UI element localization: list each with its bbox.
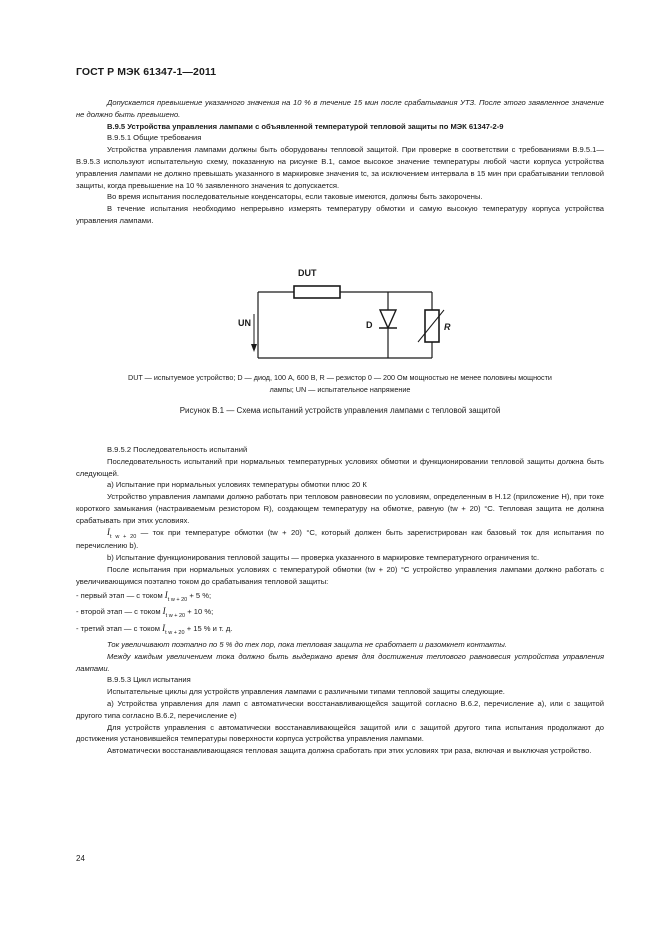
list-item: a) Испытание при нормальных условиях температуры обмотки плюс 20 К	[107, 480, 367, 490]
paragraph: Последовательность испытаний при нормальных температурных условиях обмотки и функционировании тепловой защиты должна быть следующей.	[76, 456, 604, 478]
un-arrow-head	[251, 344, 257, 352]
subsection-heading: B.9.5.3 Цикл испытания	[107, 675, 191, 685]
figure-legend	[76, 372, 604, 396]
paragraph: Автоматически восстанавливающаяся тепловая защита должна сработать при этих условиях три раза, включая и выключая устройство.	[107, 746, 592, 756]
math-current-symbol: I	[162, 623, 166, 634]
list-item: b) Испытание функционирования тепловой защиты — проверка указанного в маркировке температурного ограничения tc.	[107, 553, 540, 563]
math-subscript: t w + 20	[110, 533, 137, 540]
legend-line: лампы; UN — испытательное напряжение	[269, 385, 411, 394]
step-item	[76, 606, 604, 620]
paragraph: После испытания при нормальных условиях с температурой обмотки (tw + 20) °С устройство управления лампами должно работать с увеличивающимся поэтапно током до срабатывания тепловой защиты:	[76, 564, 604, 586]
step-label: - третий этап — с током	[76, 624, 161, 634]
math-current-symbol: I	[164, 589, 168, 600]
step-value: + 15 % и т. д.	[186, 624, 233, 634]
label-d: D	[366, 320, 373, 330]
paragraph: Устройство управления лампами должно работать при тепловом равновесии по условиям, определенным в H.12 (приложение H), при токе короткого замыкания (настраиваемым резистором R), создающем температуру на обмотке, равную (tw + 20) °С. Тепловая защита не должна срабатывать при этих условиях.	[76, 492, 604, 525]
math-current-symbol: I	[162, 606, 166, 617]
r-resistor	[425, 310, 439, 342]
math-subscript: t w + 20	[167, 596, 188, 603]
paragraph-text: — ток при температуре обмотки (tw + 20) °С, который должен быть зарегистрирован как базовый ток для испытания по перечислению b).	[76, 527, 604, 551]
paragraph: Во время испытания последовательные конденсаторы, если таковые имеются, должны быть закорочены.	[107, 192, 483, 202]
text-block-bottom	[76, 444, 604, 757]
circuit-diagram	[236, 262, 456, 362]
r-variable-arrow	[418, 310, 444, 342]
paragraph: Допускается превышение указанного значения на 10 % в течение 15 мин после срабатывания УТЗ. После этого заявленное значение не должно быть превышено.	[76, 98, 604, 119]
step-item	[76, 623, 604, 637]
math-subscript: t w + 20	[165, 630, 185, 637]
figure-title: Рисунок B.1 — Схема испытаний устройств управления лампами с тепловой защитой	[179, 406, 501, 415]
diode-symbol	[380, 310, 396, 328]
step-label: - первый этап — с током	[76, 590, 163, 600]
math-subscript: t w + 20	[165, 613, 186, 620]
text-block-top	[76, 97, 604, 227]
paragraph: В течение испытания необходимо непрерывно измерять температуру обмотки и самую высокую температуру корпуса устройства управления лампами.	[76, 204, 604, 225]
paragraph: Для устройств управления с автоматически восстанавливающейся защитой или с защитой другого типа испытания продолжают до достижения установившейся температуры поверхности корпуса устройства управления лампами.	[76, 722, 604, 744]
section-heading: B.9.5 Устройства управления лампами с объявленной температурой тепловой защиты по МЭК 61347-2-9	[107, 121, 504, 131]
math-current-symbol: I	[107, 526, 110, 537]
page-header: ГОСТ Р МЭК 61347-1—2011	[76, 66, 217, 78]
page-number: 24	[76, 854, 85, 863]
subsection-heading: B.9.5.2 Последовательность испытаний	[107, 445, 248, 454]
step-item	[76, 590, 604, 604]
label-un: UN	[238, 318, 251, 328]
label-dut: DUT	[298, 268, 317, 278]
step-value: + 5 %;	[189, 590, 212, 600]
label-r: R	[444, 322, 451, 332]
paragraph: Испытательные циклы для устройств управления лампами с различными типами тепловой защиты следующие.	[107, 687, 505, 697]
paragraph	[76, 527, 604, 553]
paragraph: Между каждым увеличением тока должно быть выдержано время для достижения теплового равновесия устройства управления лампами.	[76, 651, 604, 673]
dut-resistor	[294, 286, 340, 298]
list-item: a) Устройства управления для ламп с автоматически восстанавливающейся защитой согласно B.6.2, перечисление a), или с защитой другого типа согласно B.6.2, перечисление e)	[76, 698, 604, 720]
subsection-heading: B.9.5.1 Общие требования	[107, 133, 202, 143]
paragraph: Ток увеличивают поэтапно по 5 % до тех пор, пока тепловая защита не сработает и разомкнет контакты.	[107, 639, 507, 649]
legend-line: DUT — испытуемое устройство; D — диод, 100 А, 600 В, R — резистор 0 — 200 Ом мощностью не менее половины мощности	[128, 373, 552, 382]
paragraph: Устройства управления лампами должны быть оборудованы тепловой защитой. При проверке в соответствии с требованиями B.9.5.1—B.9.5.3 используют испытательную схему, показанную на рисунке B.1, самое высокое значение температуры любой части корпуса устройства управления лампами не должно превышать указанного в маркировке значения tc, за исключением интервала в 15 мин при срабатывании тепловой защиты, когда превышение на 10 % заявленного значения tc допускается.	[76, 145, 604, 190]
step-value: + 10 %;	[187, 607, 214, 617]
step-label: - второй этап — с током	[76, 607, 161, 617]
